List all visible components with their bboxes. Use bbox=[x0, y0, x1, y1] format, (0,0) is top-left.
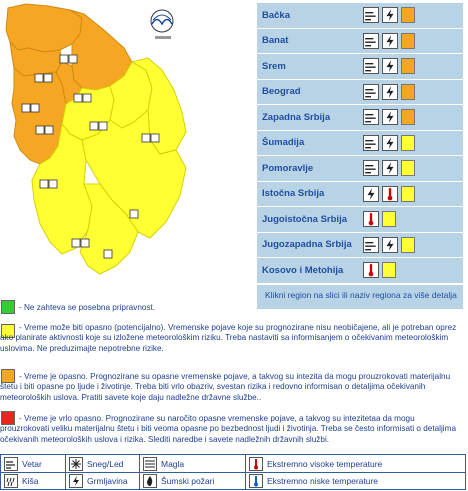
legend-fog bbox=[143, 457, 184, 471]
legend-forest-fire-label: Šumski požari bbox=[161, 476, 215, 486]
thunder-icon bbox=[382, 7, 398, 23]
warning-level-indicator bbox=[401, 237, 415, 253]
thunder-icon bbox=[69, 474, 83, 488]
region-warning-icons bbox=[363, 7, 415, 23]
thunder-icon bbox=[382, 135, 398, 151]
warning-level-indicator bbox=[401, 186, 415, 202]
region-name-link[interactable]: Šumadija bbox=[262, 137, 305, 149]
high-temp-icon bbox=[249, 457, 263, 471]
region-warning-icons bbox=[363, 109, 415, 125]
region-warning-icons bbox=[363, 33, 415, 49]
region-warning-icons bbox=[363, 262, 396, 278]
legend-yellow bbox=[0, 324, 468, 362]
region-table bbox=[257, 3, 463, 309]
region-name-link[interactable]: Kosovo i Metohija bbox=[262, 264, 344, 276]
region-name-link[interactable]: Beograd bbox=[262, 86, 301, 98]
rhmz-logo bbox=[151, 10, 173, 39]
wind-icon bbox=[4, 457, 18, 471]
warning-level-indicator bbox=[401, 7, 415, 23]
forest-fire-icon bbox=[143, 474, 157, 488]
region-warning-icons bbox=[363, 58, 415, 74]
thunder-icon bbox=[382, 58, 398, 74]
region-name-link[interactable]: Banat bbox=[262, 35, 289, 47]
thunder-icon bbox=[382, 237, 398, 253]
thunder-icon bbox=[382, 160, 398, 176]
wind-icon bbox=[363, 7, 379, 23]
legend-low-temp bbox=[249, 474, 378, 488]
region-warning-icons bbox=[363, 160, 415, 176]
legend-red-text: - Vreme je vrlo opasno. Prognozirane su naročito opasne vremenske pojave, a takvog su intezitetaa da mogu prouzrokovati veliku materijalnu štetu i biti veoma opasne po bezbednost ljudi i životinja. Treba se često informisati o detaljima očekivanih meteoroloških uslova i rizika. Slediti naredbe i savete nadležnih državnih službi. bbox=[0, 414, 457, 444]
low-temp-icon bbox=[249, 474, 263, 488]
thunder-icon bbox=[382, 33, 398, 49]
region-warning-icons bbox=[363, 237, 415, 253]
legend-thunder-label: Grmljavina bbox=[87, 476, 128, 486]
wind-icon bbox=[363, 135, 379, 151]
warning-level-indicator bbox=[401, 33, 415, 49]
legend-high-temp bbox=[249, 457, 382, 471]
region-warning-icons bbox=[363, 84, 415, 100]
icon-legend bbox=[0, 454, 466, 490]
legend-green bbox=[0, 300, 468, 320]
legend-rain-label: Kiša bbox=[22, 476, 39, 486]
wind-icon bbox=[363, 33, 379, 49]
region-warning-icons bbox=[363, 211, 396, 227]
legend-high-temp-label: Ekstremno visoke temperature bbox=[267, 459, 383, 469]
region-row-kosovo-i-metohija[interactable] bbox=[257, 258, 463, 283]
region-row-beograd[interactable] bbox=[257, 80, 463, 105]
legend-red bbox=[0, 411, 468, 449]
legend-green-text: - Ne zahteva se posebna pripravnost. bbox=[19, 303, 156, 312]
region-name-link[interactable]: Jugoistočna Srbija bbox=[262, 213, 347, 225]
region-name-link[interactable]: Zapadna Srbija bbox=[262, 111, 331, 123]
region-row-banat[interactable] bbox=[257, 29, 463, 54]
legend-thunder bbox=[69, 474, 128, 488]
region-warning-icons bbox=[363, 135, 415, 151]
region-backa[interactable] bbox=[6, 4, 82, 52]
warning-level-indicator bbox=[401, 58, 415, 74]
thunder-icon bbox=[363, 186, 379, 202]
region-name-link[interactable]: Srem bbox=[262, 60, 286, 72]
region-row-jugoisto-na-srbija[interactable] bbox=[257, 207, 463, 232]
wind-icon bbox=[363, 160, 379, 176]
legend-low-temp-label: Ekstremno niske temperature bbox=[267, 476, 379, 486]
warning-level-indicator bbox=[382, 262, 396, 278]
legend-fog-label: Magla bbox=[161, 459, 185, 469]
region-row-ba-ka[interactable] bbox=[257, 3, 463, 28]
legend-snow-label: Sneg/Led bbox=[87, 459, 124, 469]
wind-icon bbox=[363, 58, 379, 74]
warning-level-indicator bbox=[401, 160, 415, 176]
region-name-link[interactable]: Istočna Srbija bbox=[262, 188, 325, 200]
legend-orange bbox=[0, 369, 468, 407]
region-row-pomoravlje[interactable] bbox=[257, 156, 463, 181]
wind-icon bbox=[363, 237, 379, 253]
region-hint: Klikni region na slici ili naziv regiona za više detalja bbox=[257, 285, 463, 309]
thunder-icon bbox=[382, 109, 398, 125]
wind-icon bbox=[363, 109, 379, 125]
warning-level-indicator bbox=[401, 84, 415, 100]
fog-icon bbox=[143, 457, 157, 471]
high-temp-icon bbox=[363, 262, 379, 278]
legend-wind bbox=[4, 457, 42, 471]
region-warning-icons bbox=[363, 186, 415, 202]
region-name-link[interactable]: Pomoravlje bbox=[262, 162, 314, 174]
legend-wind-label: Vetar bbox=[22, 459, 42, 469]
legend-orange-text: - Vreme je opasno. Prognozirane su opasne vremenske pojave, a takvog su intezita da mogu prouzrokovati materijalnu štetu i biti opasne po ljude i životinje. Treba biti vrlo obazriv, svestan rizika i redovno informisan o detaljima očekivanih meteoroloških uslova. Pratiti savete koje daju nadležne državne službe.. bbox=[0, 372, 451, 402]
region-name-link[interactable]: Jugozapadna Srbija bbox=[262, 239, 352, 251]
thunder-icon bbox=[382, 84, 398, 100]
warning-level-indicator bbox=[401, 135, 415, 151]
region-row--umadija[interactable] bbox=[257, 131, 463, 156]
snow-icon bbox=[69, 457, 83, 471]
region-name-link[interactable]: Bačka bbox=[262, 9, 290, 21]
legend-rain bbox=[4, 474, 39, 488]
warning-level-indicator bbox=[401, 109, 415, 125]
high-temp-icon bbox=[382, 186, 398, 202]
region-row-jugozapadna-srbija[interactable] bbox=[257, 233, 463, 258]
serbia-map[interactable] bbox=[0, 0, 256, 290]
region-row-srem[interactable] bbox=[257, 54, 463, 79]
legend-snow bbox=[69, 457, 123, 471]
wind-icon bbox=[363, 84, 379, 100]
region-row-zapadna-srbija[interactable] bbox=[257, 105, 463, 130]
region-row-isto-na-srbija[interactable] bbox=[257, 182, 463, 207]
rain-icon bbox=[4, 474, 18, 488]
warning-level-indicator bbox=[382, 211, 396, 227]
high-temp-icon bbox=[363, 211, 379, 227]
legend-forest-fire bbox=[143, 474, 214, 488]
legend-yellow-text: - Vreme može biti opasno (potencijalno). Vremenske pojave koje su prognozirane nisu neobičajene, ali je potreban oprez ako planirate aktivnosti koje su izložene meteorološkim riziku. Treba nastaviti sa informisanjem o očekivanim meteorološkim uslovima. Ne preduzimajte nepotrebne rizike. bbox=[0, 323, 457, 353]
